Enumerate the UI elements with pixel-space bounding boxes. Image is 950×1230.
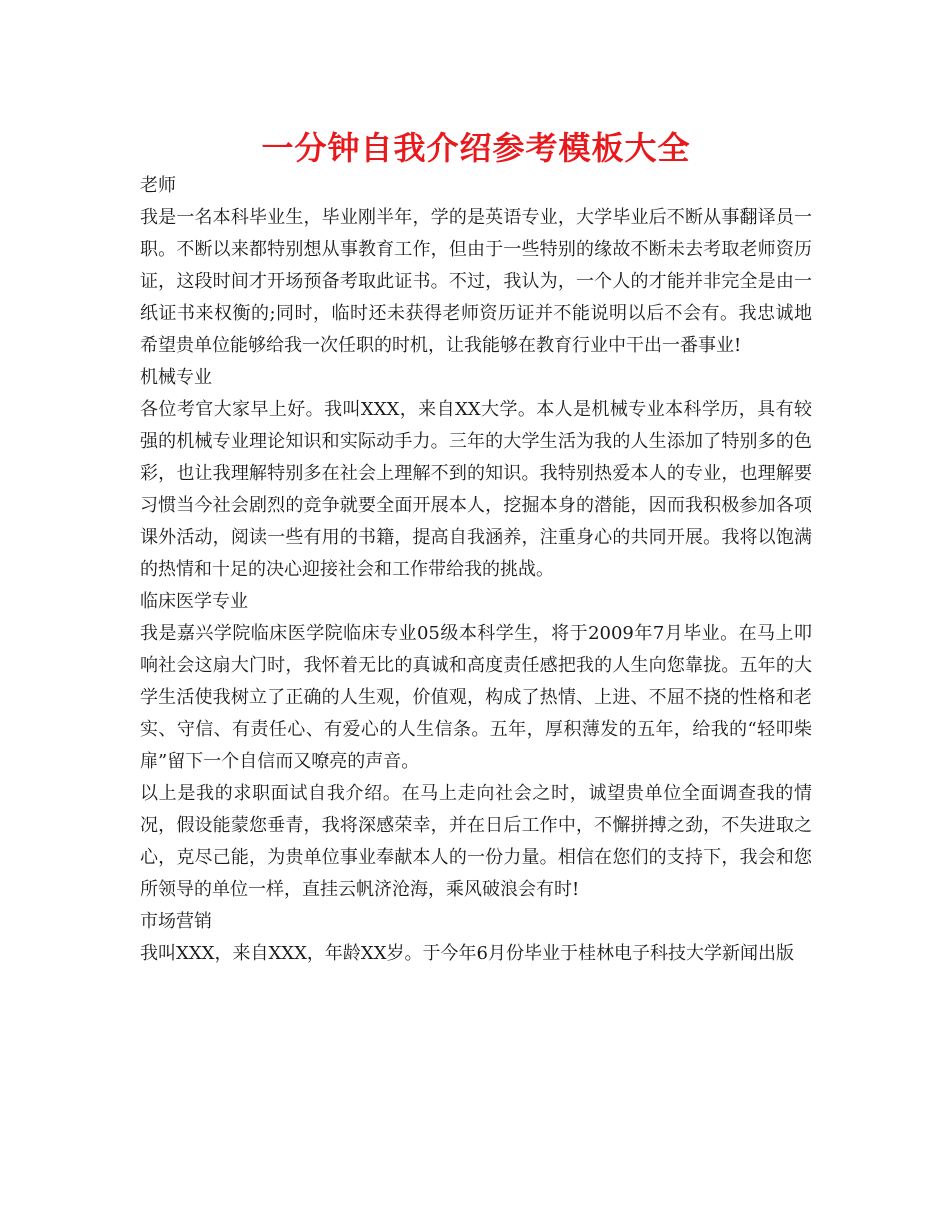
section-paragraph: 我是一名本科毕业生，毕业刚半年，学的是英语专业，大学毕业后不断从事翻译员一职。不断以来都特别想从事教育工作，但由于一些特别的缘故不断未去考取老师资历证，这段时间才开场预备考取此证书。不过，我认为，一个人的才能并非完全是由一纸证书来权衡的;同时，临时还未获得老师资历证并不能说明以后不会有。我忠诚地希望贵单位能够给我一次任职的时机，让我能够在教育行业中干出一番事业! [140,207,812,356]
section-paragraph: 我叫XXX，来自XXX，年龄XX岁。于今年6月份毕业于桂林电子科技大学新闻出版 [140,943,794,964]
section-heading-marketing: 市场营销 [140,911,212,932]
section-paragraph: 以上是我的求职面试自我介绍。在马上走向社会之时，诚望贵单位全面调查我的情况，假设能蒙您垂青，我将深感荣幸，并在日后工作中，不懈拼搏之劲，不失进取之心，克尽己能，为贵单位事业奉献本人的一份力量。相信在您们的支持下，我会和您所领导的单位一样，直挂云帆济沧海，乘风破浪会有时! [140,783,812,900]
document-page [140,128,812,970]
section-paragraph: 我是嘉兴学院临床医学院临床专业05级本科学生，将于2009年7月毕业。在马上叩响社会这扇大门时，我怀着无比的真诚和高度责任感把我的人生向您靠拢。五年的大学生活使我树立了正确的人生观，价值观，构成了热情、上进、不屈不挠的性格和老实、守信、有责任心、有爱心的人生信条。五年，厚积薄发的五年，给我的“轻叩柴扉”留下一个自信而又嘹亮的声音。 [140,623,812,772]
section-heading-teacher: 老师 [140,175,176,196]
section-paragraph: 各位考官大家早上好。我叫XXX，来自XX大学。本人是机械专业本科学历，具有较强的机械专业理论知识和实际动手力。三年的大学生活为我的人生添加了特别多的色彩，也让我理解特别多在社会上理解不到的知识。我特别热爱本人的专业，也理解要习惯当今社会剧烈的竞争就要全面开展本人，挖掘本身的潜能，因而我积极参加各项课外活动，阅读一些有用的书籍，提高自我涵养，注重身心的共同开展。我将以饱满的热情和十足的决心迎接社会和工作带给我的挑战。 [140,399,812,580]
document-title: 一分钟自我介绍参考模板大全 [261,129,691,167]
section-heading-mechanical: 机械专业 [140,367,212,388]
section-heading-clinical-medicine: 临床医学专业 [140,591,248,612]
